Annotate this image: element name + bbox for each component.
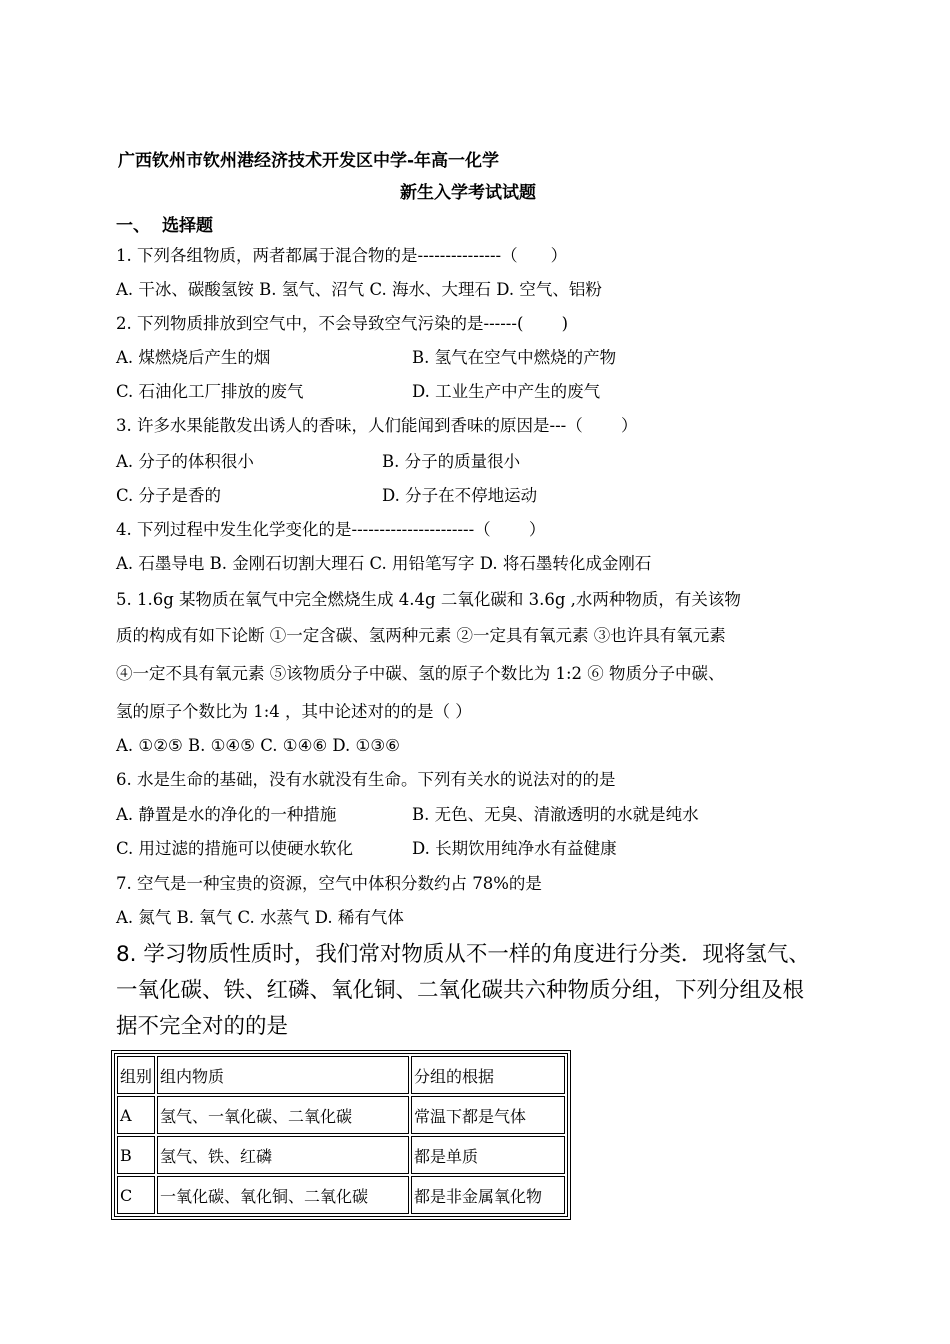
section-heading (116, 211, 213, 236)
table-header-row (117, 1056, 565, 1094)
q2-option-a: A. 煤燃烧后产生的烟 (116, 348, 271, 367)
section-label: 选择题 (162, 216, 213, 236)
grouping-table (111, 1050, 571, 1220)
q8-line-1: 8. 学习物质性质时，我们常对物质从不一样的角度进行分类．现将氢气、 (116, 942, 810, 967)
q3-option-a: A. 分子的体积很小 (116, 452, 254, 471)
q6-option-c: C. 用过滤的措施可以使硬水软化 (116, 839, 354, 858)
q5-line-1: 5. 1.6g 某物质在氧气中完全燃烧生成 4.4g 二氧化碳和 3.6g ,水两种物质，有关该物 (116, 590, 741, 609)
q2-option-b: B. 氢气在空气中燃烧的产物 (412, 348, 617, 367)
q2-stem: 2. 下列物质排放到空气中，不会导致空气污染的是------( ) (116, 314, 569, 333)
q2-options-row-1 (116, 346, 816, 370)
q7-options: A. 氮气 B. 氧气 C. 水蒸气 D. 稀有气体 (116, 908, 404, 927)
title-line-1: 广西钦州市钦州港经济技术开发区中学-年高一化学 (118, 151, 500, 171)
q5-line-3: ④一定不具有氧元素 ⑤该物质分子中碳、氢的原子个数比为 1:2 ⑥ 物质分子中碳、 (116, 664, 725, 683)
q2-option-c: C. 石油化工厂排放的废气 (116, 382, 304, 401)
q3-option-c: C. 分子是香的 (116, 486, 222, 505)
table-cell: 一氧化碳、氧化铜、二氧化碳 (157, 1176, 409, 1214)
table-cell: 都是单质 (411, 1136, 565, 1174)
table-cell: 氢气、铁、红磷 (157, 1136, 409, 1174)
q8-line-3: 据不完全对的的是 (116, 1014, 289, 1039)
table-cell: A (117, 1096, 155, 1134)
header-cell-basis: 分组的根据 (411, 1056, 565, 1094)
q2-option-d: D. 工业生产中产生的废气 (412, 382, 601, 401)
title-line-2: 新生入学考试试题 (400, 183, 536, 203)
q3-option-b: B. 分子的质量很小 (382, 452, 521, 471)
q6-options-row-2 (116, 837, 816, 861)
table-cell: 都是非金属氧化物 (411, 1176, 565, 1214)
q3-option-d: D. 分子在不停地运动 (382, 486, 538, 505)
q6-stem: 6. 水是生命的基础，没有水就没有生命。下列有关水的说法对的的是 (116, 770, 616, 789)
q2-options-row-2 (116, 380, 816, 404)
q4-stem: 4. 下列过程中发生化学变化的是----------------------（ ） (116, 520, 546, 539)
q6-option-d: D. 长期饮用纯净水有益健康 (412, 839, 617, 858)
q6-option-b: B. 无色、无臭、清澈透明的水就是纯水 (412, 805, 699, 824)
q7-stem: 7. 空气是一种宝贵的资源，空气中体积分数约占 78%的是 (116, 874, 542, 893)
header-cell-group: 组别 (117, 1056, 155, 1094)
q6-option-a: A. 静置是水的净化的一种措施 (116, 805, 337, 824)
q1-stem: 1. 下列各组物质，两者都属于混合物的是---------------（ ） (116, 246, 568, 265)
table-cell: B (117, 1136, 155, 1174)
q5-line-2: 质的构成有如下论断 ①一定含碳、氢两种元素 ②一定具有氧元素 ③也许具有氧元素 (116, 626, 726, 645)
q8-line-2: 一氧化碳、铁、红磷、氧化铜、二氧化碳共六种物质分组，下列分组及根 (116, 978, 805, 1003)
header-cell-substances: 组内物质 (157, 1056, 409, 1094)
q6-options-row-1 (116, 803, 816, 827)
table-cell: C (117, 1176, 155, 1214)
q4-options: A. 石墨导电 B. 金刚石切割大理石 C. 用铅笔写字 D. 将石墨转化成金刚石 (116, 554, 652, 573)
table-cell: 常温下都是气体 (411, 1096, 565, 1134)
q3-options-row-2 (116, 484, 816, 508)
q5-options: A. ①②⑤ B. ①④⑤ C. ①④⑥ D. ①③⑥ (116, 736, 400, 755)
table-row (117, 1096, 565, 1134)
section-number: 一、 (116, 216, 150, 236)
table-cell: 氢气、一氧化碳、二氧化碳 (157, 1096, 409, 1134)
q5-line-4: 氢的原子个数比为 1:4 ，其中论述对的的是（ ） (116, 702, 472, 721)
q1-options: A. 干冰、碳酸氢铵 B. 氢气、沼气 C. 海水、大理石 D. 空气、铝粉 (116, 280, 602, 299)
q3-options-row-1 (116, 450, 816, 474)
table-row (117, 1176, 565, 1214)
table-row (117, 1136, 565, 1174)
q3-stem: 3. 许多水果能散发出诱人的香味，人们能闻到香味的原因是---（ ） (116, 416, 638, 435)
